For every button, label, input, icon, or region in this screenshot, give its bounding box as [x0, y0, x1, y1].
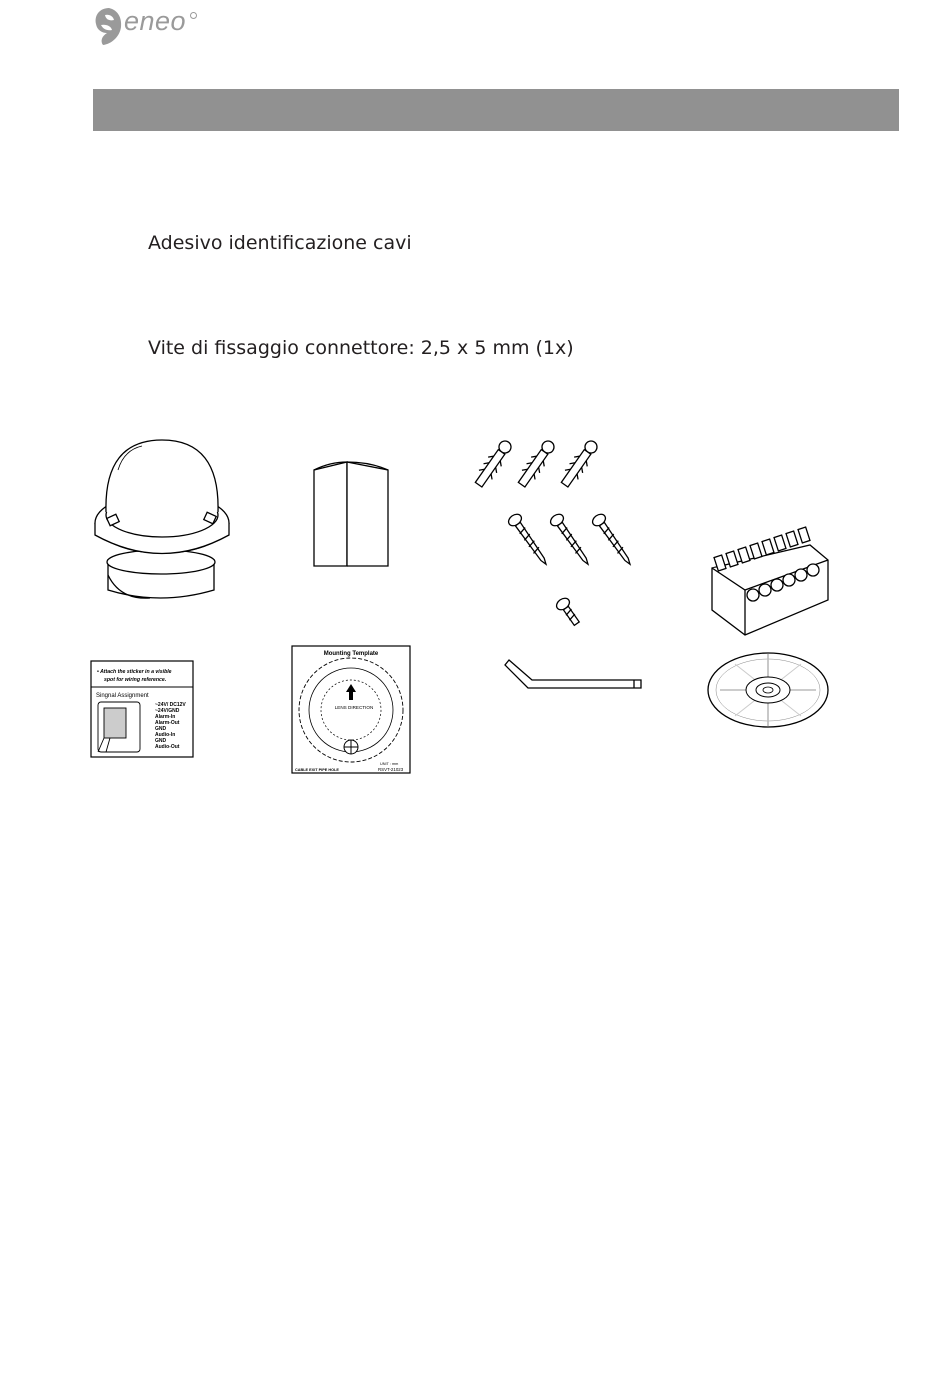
signal-3: Alarm-In — [155, 714, 176, 720]
signal-6: Audio-In — [155, 732, 176, 738]
dome-camera-figure — [95, 440, 229, 598]
wall-anchors-figure — [472, 437, 601, 489]
sticker-note-line1: • Attach the sticker in a visible — [97, 669, 172, 675]
signal-7: GND — [155, 738, 167, 744]
sticker-note-line2: spot for wiring reference. — [104, 677, 167, 683]
signal-8: Audio-Out — [155, 744, 180, 750]
sticker-signal-title: Singnal Assignment — [96, 693, 149, 699]
hex-key-figure — [505, 660, 641, 688]
cable-sticker-figure — [91, 661, 193, 757]
signal-1: ~24V/ DC12V — [155, 702, 186, 708]
template-lens-direction: LENS DIRECTION — [334, 705, 374, 710]
signal-4: Alarm-Out — [155, 720, 180, 726]
template-title: Mounting Template — [323, 651, 379, 657]
signal-2: ~24V/GND — [155, 708, 180, 714]
item-cable-sticker: Adesivo identificazione cavi — [148, 232, 412, 254]
brand-name: eneo — [124, 6, 187, 36]
software-cd-figure — [708, 653, 828, 727]
manual-booklet-figure — [314, 462, 388, 566]
mounting-screws-figure — [506, 512, 635, 628]
template-unit: UNIT : mm — [380, 762, 399, 766]
signal-5: GND — [155, 726, 167, 732]
template-code: RSVT-21023 — [378, 767, 404, 772]
mounting-template-figure — [292, 646, 410, 773]
template-cable-exit: CABLE EXIT PIPE HOLE — [295, 768, 339, 772]
terminal-block-figure — [712, 527, 828, 635]
item-connector-screw: Vite di fissaggio connettore: 2,5 x 5 mm (1x) — [148, 337, 574, 359]
